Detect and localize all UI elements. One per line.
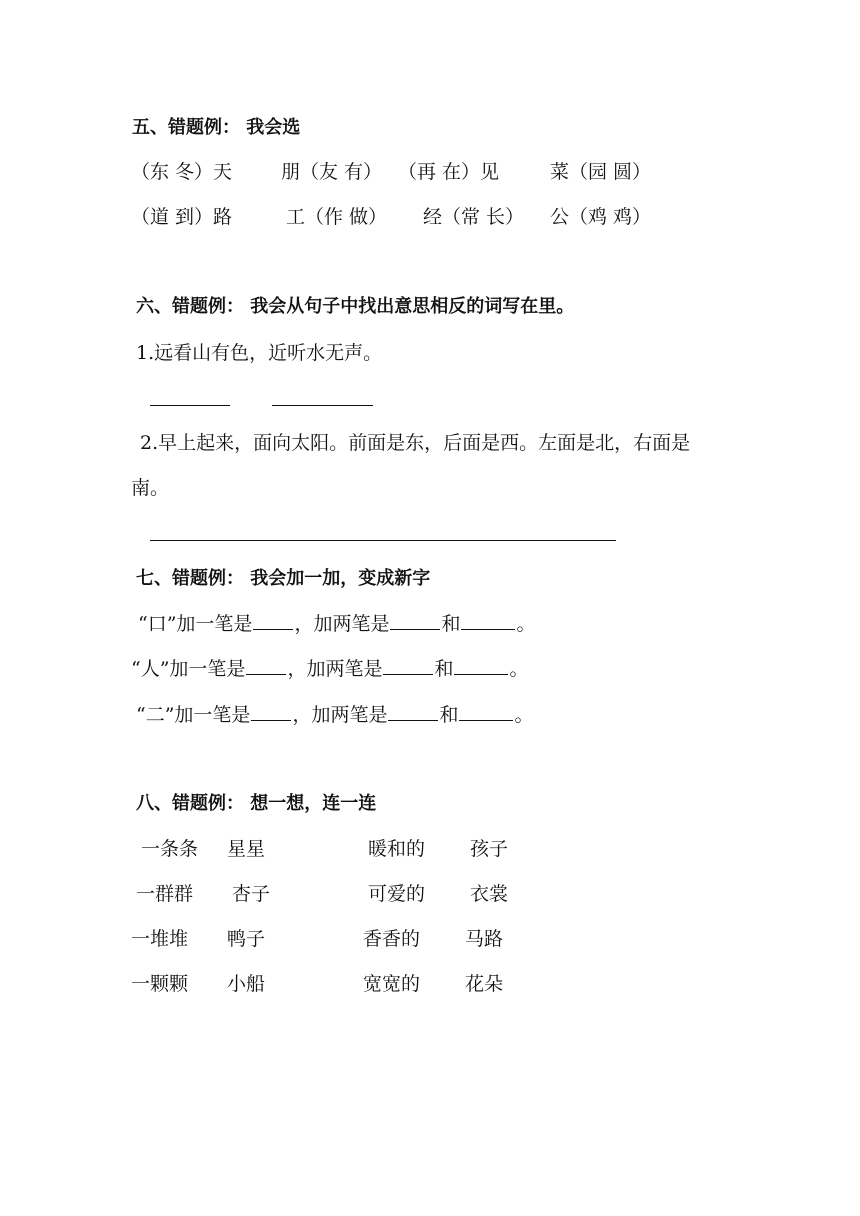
- s8-r1-target[interactable]: 孩子: [470, 838, 509, 860]
- s5-row2-item4: 公（鸡 鸡）: [550, 206, 652, 228]
- s5-row2-item3: 经（常 长）: [423, 206, 525, 228]
- s8-r1-noun[interactable]: 星星: [227, 838, 266, 860]
- s7-row1-blank-2[interactable]: [390, 611, 440, 630]
- s6-q2-answer-line[interactable]: [150, 540, 616, 541]
- s7-row3-blank-1[interactable]: [251, 702, 291, 721]
- s7-row2-blank-3[interactable]: [454, 656, 508, 675]
- s8-r2-measure[interactable]: 一群群: [136, 883, 194, 905]
- s8-r4-noun[interactable]: 小船: [227, 973, 266, 995]
- s5-row1-item4: 菜（园 圆）: [550, 161, 652, 183]
- section-7-title: 七、错题例： 我会加一加，变成新字: [136, 568, 431, 589]
- s6-q1-answer-line-1[interactable]: [150, 405, 230, 406]
- section-5-title: 五、错题例： 我会选: [132, 117, 301, 138]
- section-8-title: 八、错题例： 想一想，连一连: [136, 793, 377, 814]
- s6-q1-answer-line-2[interactable]: [272, 405, 373, 406]
- s7-row1-blank-3[interactable]: [461, 611, 515, 630]
- s8-r3-adj[interactable]: 香香的: [363, 928, 421, 950]
- s7-row2-blank-1[interactable]: [246, 656, 286, 675]
- s7-row1-end: 。: [516, 613, 536, 635]
- s5-row1-item1: （东 冬）天: [131, 161, 233, 183]
- s6-question-2-line2: 南。: [131, 477, 170, 499]
- s7-row2-end: 。: [509, 658, 529, 680]
- s8-r4-adj[interactable]: 宽宽的: [363, 973, 421, 995]
- s5-row1-item3: （再 在）见: [398, 161, 500, 183]
- s8-r3-target[interactable]: 马路: [465, 928, 504, 950]
- s7-row3-blank-2[interactable]: [388, 702, 438, 721]
- s5-row1-item2: 朋（友 有）: [281, 161, 383, 183]
- s8-r3-measure[interactable]: 一堆堆: [131, 928, 189, 950]
- s6-question-1: 1.远看山有色，近听水无声。: [136, 342, 383, 364]
- s7-row1-and: 和: [441, 613, 461, 635]
- s6-question-2-line1: 2.早上起来，面向太阳。前面是东，后面是西。左面是北，右面是: [140, 432, 691, 454]
- s8-r4-measure[interactable]: 一颗颗: [131, 973, 189, 995]
- s7-row2-prefix: “人”加一笔是: [131, 658, 246, 680]
- s8-r4-target[interactable]: 花朵: [465, 973, 504, 995]
- s7-row2-mid: ，加两笔是: [287, 658, 383, 680]
- s8-r2-adj[interactable]: 可爱的: [368, 883, 426, 905]
- s7-row-2: [131, 656, 528, 681]
- s7-row-3: [136, 702, 533, 727]
- s7-row1-prefix: “口”加一笔是: [138, 613, 253, 635]
- s7-row3-blank-3[interactable]: [459, 702, 513, 721]
- s5-row2-item1: （道 到）路: [131, 206, 233, 228]
- s8-r1-adj[interactable]: 暖和的: [368, 838, 426, 860]
- section-6-title: 六、错题例： 我会从句子中找出意思相反的词写在里。: [136, 296, 575, 317]
- s7-row-1: [138, 611, 535, 636]
- s7-row3-and: 和: [439, 704, 459, 726]
- s7-row2-and: 和: [434, 658, 454, 680]
- s7-row1-blank-1[interactable]: [253, 611, 293, 630]
- s8-r1-measure[interactable]: 一条条: [141, 838, 199, 860]
- s5-row2-item2: 工（作 做）: [286, 206, 388, 228]
- s7-row1-mid: ，加两笔是: [294, 613, 390, 635]
- s7-row2-blank-2[interactable]: [383, 656, 433, 675]
- s7-row3-prefix: “二”加一笔是: [136, 704, 251, 726]
- s7-row3-end: 。: [514, 704, 534, 726]
- s8-r3-noun[interactable]: 鸭子: [227, 928, 266, 950]
- s8-r2-target[interactable]: 衣裳: [470, 883, 509, 905]
- s8-r2-noun[interactable]: 杏子: [232, 883, 271, 905]
- s7-row3-mid: ，加两笔是: [292, 704, 388, 726]
